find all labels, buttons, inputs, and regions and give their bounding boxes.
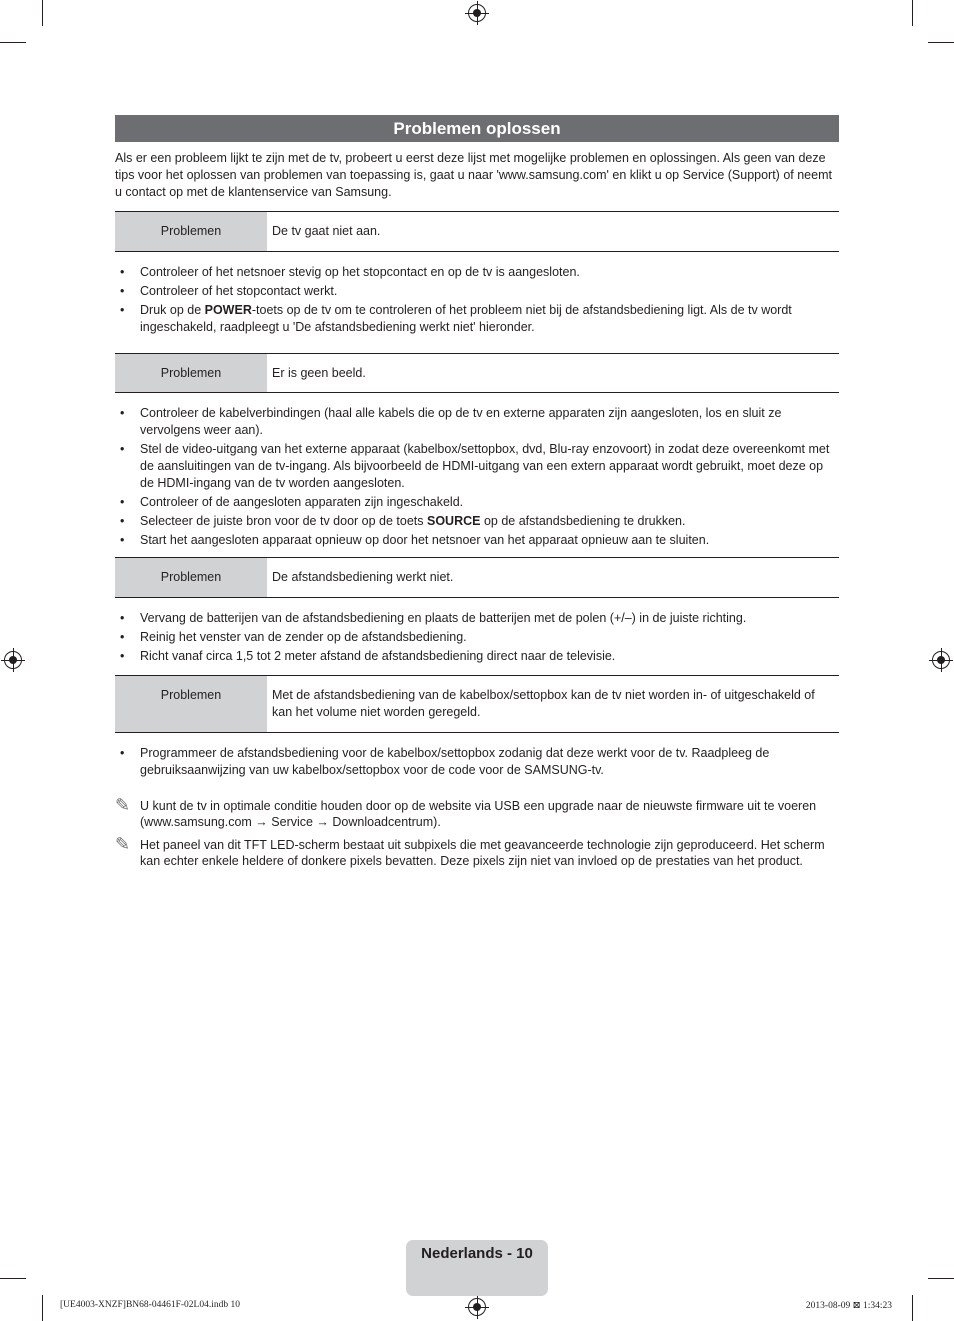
- crop-mark: [928, 1278, 954, 1279]
- pencil-icon: ✎: [115, 834, 131, 854]
- registration-mark-icon: [4, 651, 22, 669]
- list-item: • Richt vanaf circa 1,5 tot 2 meter afstand de afstandsbediening direct naar de televisie.: [115, 648, 839, 665]
- problem-row: [115, 353, 839, 393]
- solution-list: [115, 405, 839, 549]
- list-item: • Controleer of het netsnoer stevig op het stopcontact en op de tv is aangesloten.: [115, 264, 839, 281]
- source-key-label: SOURCE: [426, 514, 481, 528]
- intro-text: Als er een probleem lijkt te zijn met de tv, probeert u eerst deze lijst met mogelijke problemen en oplossingen. Als geen van deze tips voor het oplossen van problemen van toepassing is, gaat u naar 'www.samsung.com' en klikt u op Service (Support) of neemt u contact op met de klantenservice van Samsung.: [115, 151, 832, 199]
- list-item: • Druk op de POWER-toets op de tv om te controleren of het probleem niet bij de afstandsbediening ligt. Als de tv wordt ingeschakeld, raadpleegt u 'De afstandsbediening werkt niet' hieronder.: [115, 302, 839, 336]
- note: ✎ Het paneel van dit TFT LED-scherm bestaat uit subpixels die met geavanceerde technologie zijn geproduceerd. Het scherm kan echter enkele heldere of donkere pixels bevatten. Deze pixels zijn niet van invloed op de prestaties van het product.: [115, 834, 825, 868]
- crop-mark: [0, 42, 26, 43]
- crop-mark: [0, 1278, 26, 1279]
- power-key-label: POWER: [204, 303, 252, 317]
- registration-mark-icon: [932, 651, 950, 669]
- problem-row: [115, 557, 839, 598]
- crop-mark: [912, 1295, 913, 1321]
- page-number-tab: Nederlands - 10: [406, 1240, 548, 1296]
- list-item: • Selecteer de juiste bron voor de tv door op de toets SOURCE op de afstandsbediening te drukken.: [115, 513, 839, 530]
- problem-label: Problemen: [115, 676, 267, 732]
- list-item: • Programmeer de afstandsbediening voor de kabelbox/settopbox zodanig dat deze werkt voor de tv. Raadpleeg de gebruiksaanwijzing van uw kabelbox/settopbox voor de code voor de SAMSUNG-tv.: [115, 745, 839, 779]
- troubleshooting-section: [115, 115, 839, 877]
- list-item: • Reinig het venster van de zender op de afstandsbediening.: [115, 629, 839, 646]
- problem-row: [115, 211, 839, 252]
- problem-label: Problemen: [115, 354, 267, 392]
- registration-mark-icon: [468, 4, 486, 22]
- notes: [115, 795, 839, 869]
- registration-mark-icon: [468, 1298, 486, 1316]
- list-item: • Stel de video-uitgang van het externe apparaat (kabelbox/settopbox, dvd, Blu-ray enzovoort) in zodat deze overeenkomt met de aansluitingen van de tv-ingang. Als bijvoorbeeld de HDMI-uitgang van een extern apparaat wordt gebruikt, moet deze op de HDMI-ingang van de tv worden aangesloten.: [115, 441, 839, 492]
- section-title: Problemen oplossen: [115, 115, 839, 142]
- pencil-icon: ✎: [115, 795, 131, 815]
- crop-mark: [928, 42, 954, 43]
- solution-list: [115, 610, 839, 665]
- note: ✎ U kunt de tv in optimale conditie houden door op de website via USB een upgrade naar de nieuwste firmware uit te voeren (www.samsung.com → Service → Downloadcentrum).: [115, 795, 817, 829]
- problem-description: Er is geen beeld.: [272, 366, 366, 380]
- list-item: • Start het aangesloten apparaat opnieuw op door het netsnoer van het apparaat opnieuw aan te sluiten.: [115, 532, 839, 549]
- problem-label: Problemen: [115, 558, 267, 597]
- list-item: • Controleer of de aangesloten apparaten zijn ingeschakeld.: [115, 494, 839, 511]
- list-item: • Vervang de batterijen van de afstandsbediening en plaats de batterijen met de polen (+/–) in de juiste richting.: [115, 610, 839, 627]
- crop-mark: [42, 1295, 43, 1321]
- problem-label: Problemen: [115, 212, 267, 251]
- solution-list: [115, 745, 839, 779]
- problem-description: De tv gaat niet aan.: [272, 224, 381, 238]
- crop-mark: [42, 0, 43, 26]
- list-item: • Controleer of het stopcontact werkt.: [115, 283, 839, 300]
- problem-description: De afstandsbediening werkt niet.: [272, 570, 454, 584]
- problem-row: [115, 675, 839, 733]
- crop-mark: [912, 0, 913, 26]
- footer-timestamp: 2013-08-09 ⊠ 1:34:23: [805, 1301, 892, 1311]
- solution-list: [115, 264, 839, 336]
- problem-description: Met de afstandsbediening van de kabelbox/settopbox kan de tv niet worden in- of uitgeschakeld of kan het volume niet worden geregeld.: [272, 688, 815, 719]
- footer-file-info: [UE4003-XNZF]BN68-04461F-02L04.indb 10: [60, 1300, 240, 1310]
- list-item: • Controleer de kabelverbindingen (haal alle kabels die op de tv en externe apparaten zijn aangesloten, los en sluit ze vervolgens weer aan).: [115, 405, 839, 439]
